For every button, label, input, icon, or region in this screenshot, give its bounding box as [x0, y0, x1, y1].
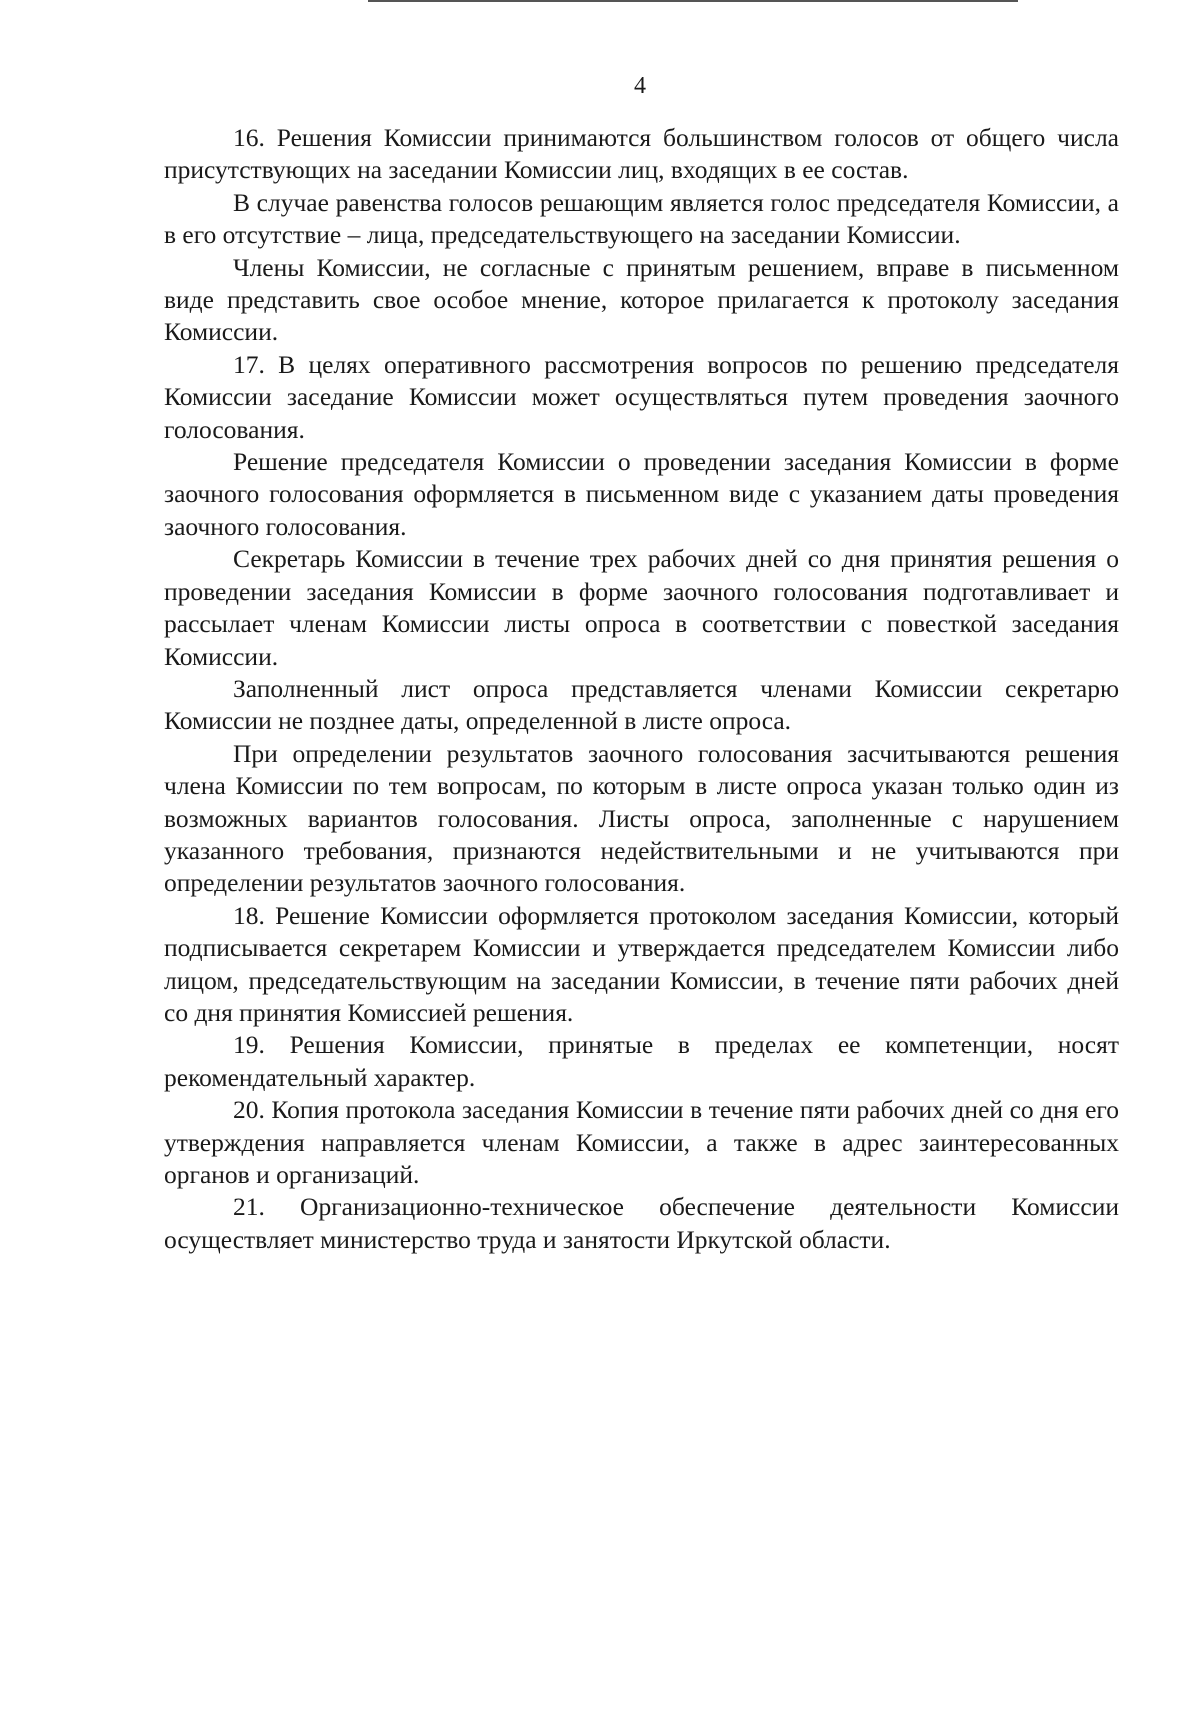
- document-body: [164, 122, 1119, 1256]
- paragraph-17-results: При определении результатов заочного голосования засчитываются решения члена Комиссии по тем вопросам, по которым в листе опроса указан только один из возможных вариантов голосования. Листы опроса, заполненные с нарушением указанного требования, признаются недействительными и не учитываются при определении результатов заочного голосования.: [164, 738, 1119, 898]
- paragraph-17-secretary: Секретарь Комиссии в течение трех рабочих дней со дня принятия решения о проведении заседания Комиссии в форме заочного голосования подготавливает и рассылает членам Комиссии листы опроса в соответствии с повесткой заседания Комиссии.: [164, 544, 1119, 671]
- scan-top-rule: [368, 0, 1018, 2]
- paragraph-17: 17. В целях оперативного рассмотрения вопросов по решению председателя Комиссии заседание Комиссии может осуществляться путем проведения заочного голосования.: [164, 349, 1119, 444]
- paragraph-20: 20. Копия протокола заседания Комиссии в течение пяти рабочих дней со дня его утверждения направляется членам Комиссии, а также в адрес заинтересованных органов и организаций.: [164, 1095, 1119, 1189]
- paragraph-17-questionnaire: Заполненный лист опроса представляется членами Комиссии секретарю Комиссии не позднее даты, определенной в листе опроса.: [164, 673, 1119, 736]
- paragraph-18: 18. Решение Комиссии оформляется протоколом заседания Комиссии, который подписывается секретарем Комиссии и утверждается председателем Комиссии либо лицом, председательствующим на заседании Комиссии, в течение пяти рабочих дней со дня принятия Комиссией решения.: [164, 900, 1119, 1027]
- paragraph-16: 16. Решения Комиссии принимаются большинством голосов от общего числа присутствующих на заседании Комиссии лиц, входящих в ее состав.: [164, 123, 1119, 185]
- paragraph-16-tie-vote: В случае равенства голосов решающим является голос председателя Комиссии, а в его отсутствие – лица, председательствующего на заседании Комиссии.: [164, 187, 1119, 250]
- paragraph-21: 21. Организационно-техническое обеспечение деятельности Комиссии осуществляет министерство труда и занятости Иркутской области.: [164, 1192, 1119, 1254]
- paragraph-16-dissent: Члены Комиссии, не согласные с принятым решением, вправе в письменном виде представить свое особое мнение, которое прилагается к протоколу заседания Комиссии.: [164, 252, 1119, 347]
- page-number: 4: [634, 73, 646, 99]
- paragraph-17-decision-form: Решение председателя Комиссии о проведении заседания Комиссии в форме заочного голосования оформляется в письменном виде с указанием даты проведения заочного голосования.: [164, 447, 1119, 541]
- paragraph-19: 19. Решения Комиссии, принятые в пределах ее компетенции, носят рекомендательный характер.: [164, 1030, 1119, 1092]
